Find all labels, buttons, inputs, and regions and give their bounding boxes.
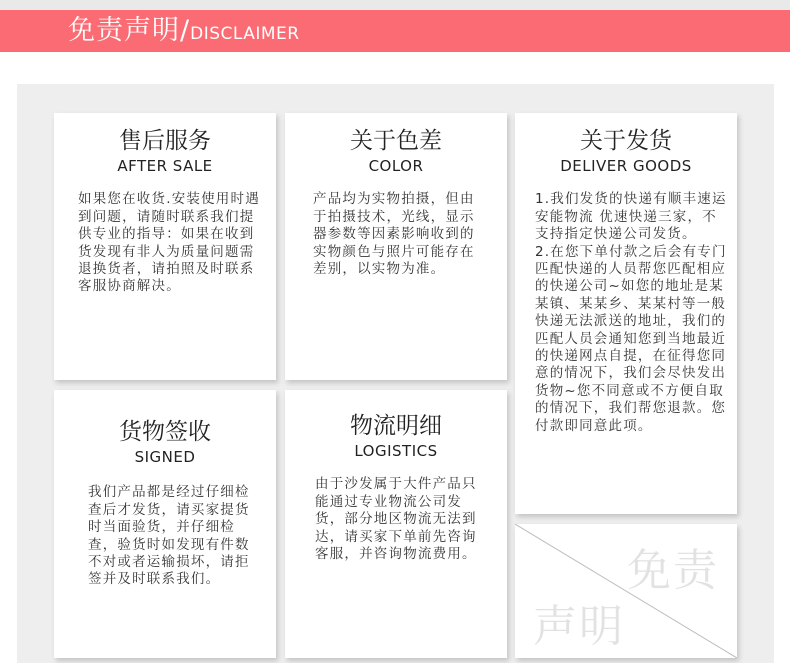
- card-deliver-goods: [515, 113, 737, 514]
- card-subtitle: LOGISTICS: [354, 442, 438, 461]
- card-body: 我们产品都是经过仔细检查后才发货，请买家提货时当面验货，并仔细检查，验货时如发现有件数不对或者运输损坏，请拒签并及时联系我们。: [88, 484, 250, 588]
- card-signed: [54, 390, 276, 658]
- card-title: 货物签收: [119, 419, 211, 445]
- stamp-text-top: 免责: [627, 545, 719, 596]
- disclaimer-stamp-card: [515, 524, 737, 658]
- card-title: 售后服务: [119, 128, 211, 154]
- disclaimer-banner: [0, 10, 790, 52]
- card-title: 关于色差: [350, 128, 442, 154]
- card-subtitle: SIGNED: [134, 448, 196, 467]
- card-subtitle: COLOR: [368, 157, 424, 176]
- card-body: 产品均为实物拍摄，但由于拍摄技术，光线，显示器参数等因素影响收到的实物颜色与照片可能存在差别，以实物为准。: [313, 191, 475, 277]
- card-body: 如果您在收货.安装使用时遇到问题，请随时联系我们提供专业的指导：如果在收到货发现有非人为质量问题需退换货者，请拍照及时联系客服协商解决。: [78, 191, 260, 295]
- card-title: 物流明细: [350, 413, 442, 439]
- card-body: 由于沙发属于大件产品只能通过专业物流公司发货，部分地区物流无法到达，请买家下单前先咨询客服，并咨询物流费用。: [315, 476, 477, 562]
- card-color: [285, 113, 507, 380]
- card-subtitle: DELIVER GOODS: [560, 157, 692, 176]
- stamp-text-bottom: 声明: [533, 601, 625, 652]
- card-after-sale: [54, 113, 276, 380]
- card-title: 关于发货: [580, 128, 672, 154]
- banner-title-separator: /: [180, 15, 191, 46]
- banner-title: [68, 8, 300, 52]
- card-logistics: [285, 390, 507, 658]
- banner-title-en: DISCLAIMER: [190, 24, 300, 44]
- banner-title-zh: 免责声明: [68, 15, 180, 46]
- card-subtitle: AFTER SALE: [117, 157, 213, 176]
- card-body: 1.我们发货的快递有顺丰速运 安能物流 优速快递三家，不支持指定快递公司发货。 2.在您下单付款之后会有专门匹配快递的人员帮您匹配相应的快递公司~如您的地址是某某镇、某某乡、某某村等一般快递无法派送的地址，我们的匹配人员会通知您到当地最近的快递网点自提，在征得您同意的情况下，我们会尽快发出货物~您不同意或不方便自取的情况下，我们帮您退款。您付款即同意此项。: [535, 191, 727, 434]
